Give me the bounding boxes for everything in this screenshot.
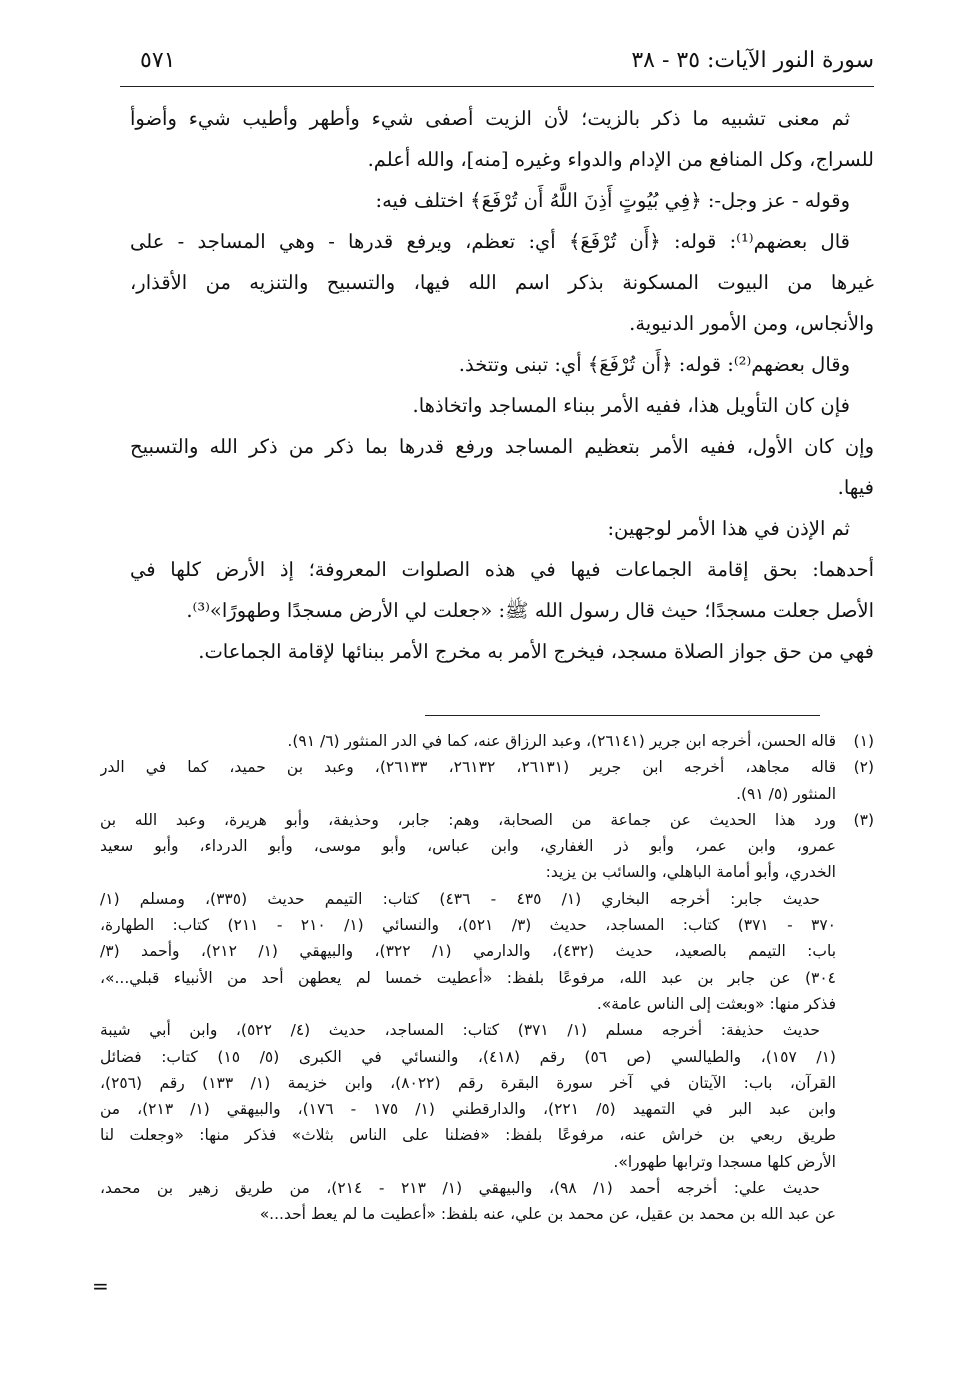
text-line: وقوله - عز وجل-: ﴿فِي بُيُوتٍ أَذِنَ اللَّهُ أَن تُرْفَعَ﴾ اختلف فيه: [375,189,850,212]
text-line: أحدهما: بحق إقامة الجماعات فيها في هذه الصلوات المعروفة؛ إذ الأرض كلها في [130,558,874,581]
page-number: ٥٧١ [140,48,176,73]
text-line: للسراج، وكل المنافع من الإدام والدواء وغيره [منه]، والله أعلم. [367,148,874,171]
running-title: سورة النور الآيات: ٣٥ - ٣٨ [631,48,874,73]
footnote-line: حديث جابر: أخرجه البخاري (١/ ٤٣٥ - ٤٣٦) كتاب: التيمم حديث (٣٣٥)، ومسلم (١/ [100,889,821,908]
footnote-text: قاله مجاهد، أخرجه ابن جرير (٢٦١٣١، ٢٦١٣٢، ٢٦١٣٣)، وعبد بن حميد، كما في الدر [100,758,837,777]
footnote-line: الخدري، وأبو أمامة الباهلي، والسائب بن يزيد: [545,863,836,882]
footnote-line: عن عبد الله بن محمد بن عقيل، عن محمد بن علي، عنه بلفظ: «أعطيت ما لم يعط أحد...» [259,1205,836,1224]
text-line: غيرها من البيوت المسكونة بذكر اسم الله فيها، والتسبيح والتنزيه من الأقذار، [130,271,874,294]
footnote-text: قاله الحسن، أخرجه ابن جرير (٢٦١٤١)، وعبد الرزاق عنه، كما في الدر المنثور (٦/ ٩١). [287,732,836,750]
footnote-line: باب: التيمم بالصعيد، حديث (٤٣٢)، والدارمي (١/ ٣٢٢)، والبيهقي (١/ ٢١٢)، وأحمد (٣/ [100,942,837,961]
footnote-3 [100,807,874,833]
footnote-line: ٣٠٤) عن جابر بن عبد الله، مرفوعًا بلفظ: «أعطيت خمسا لم يعطهن أحد من الأنبياء قبلي...»، [100,968,836,987]
footnote-text: ورد هذا الحديث عن جماعة من الصحابة، وهم: جابر، وحذيفة، وأبو هريرة، وعبد الله بن [100,810,836,829]
footnote-line: حديث حذيفة: أخرجه مسلم (١/ ٣٧١) كتاب: المساجد، حديث (٤/ ٥٢٢)، وابن أبي شيبة [100,1021,820,1040]
continuation-mark: = [92,1274,109,1298]
footnote-2 [100,754,874,780]
text-line: قال بعضهم⁽¹⁾: قوله: ﴿أَن تُرْفَعَ﴾ أي: تعظم، ويرفع قدرها - وهي المساجد - على [130,230,850,253]
text-line: الأصل جعلت مسجدًا؛ حيث قال رسول الله ﷺ: «جعلت لي الأرض مسجدًا وطهورًا»⁽³⁾. [186,599,874,622]
footnote-line: عمرو، وابن عمر، وأبو ذر الغفاري، وابن عباس، وأبو موسى، وأبو الدرداء، وأبو سعيد [100,837,836,856]
text-line: ثم الإذن في هذا الأمر لوجهين: [607,517,850,540]
footnote-line: حديث علي: أخرجه أحمد (١/ ٩٨)، والبيهقي (١/ ٢١٣ - ٢١٤)، من طريق زهير بن محمد، [100,1179,821,1198]
footnote-rule [425,715,820,716]
footnote-number: (٣) [853,810,874,829]
footnote-line: طريق ربعي بن خراش عنه، مرفوعًا بلفظ: «فضلنا على الناس بثلاث» فذكر منها: «وجعلت لنا [100,1126,836,1145]
text-line: فيها. [837,476,874,499]
footnote-number: (٢) [853,758,874,777]
footnote-1 [100,728,874,754]
text-line: وقال بعضهم⁽²⁾: قوله: ﴿أَن تُرْفَعَ﴾ أي: تبنى وتتخذ. [458,353,850,376]
text-line: والأنجاس، ومن الأمور الدنيوية. [629,312,874,335]
footnote-line: وابن عبد البر في التمهيد (٥/ ٢٢١)، والدارقطني (١/ ١٧٥ - ١٧٦)، والبيهقي (١/ ٢١٣)، من [100,1100,836,1119]
text-line: وإن كان الأول، ففيه الأمر بتعظيم المساجد ورفع قدرها بما ذكر من ذكر الله والتسبيح [130,435,874,458]
main-text [130,98,874,672]
footnote-line: ٣٧٠ - ٣٧١) كتاب: المساجد، حديث (٣/ ٥٢١)، والنسائي (١/ ٢١٠ - ٢١١) كتاب: الطهارة، [100,916,837,935]
footnote-line: المنثور (٥/ ٩١). [736,784,836,803]
footnote-number: (١) [853,732,874,750]
footnote-line: (١/ ١٥٧)، والطيالسي (ص ٥٦) رقم (٤١٨)، والنسائي في الكبرى (٥/ ١٥) كتاب: فضائل [100,1047,836,1066]
text-line: فهي من حق جواز الصلاة مسجد، فيخرج الأمر به مخرج الأمر ببنائها لإقامة الجماعات. [198,640,874,663]
footnote-line: فذكر منها: «وبعثت إلى الناس عامة». [596,994,836,1013]
header-rule [120,86,874,87]
footnote-line: القرآن، باب: الآيتان في آخر سورة البقرة رقم (٨٠٢٢)، وابن خزيمة (١/ ١٣٣) رقم (٢٥٦)، [100,1073,836,1092]
page-header [120,38,874,90]
footnote-line: الأرض كلها مسجدا وترابها طهورا». [613,1152,836,1171]
footnotes [100,728,874,1228]
text-line: ثم معنى تشبيه ما ذكر بالزيت؛ لأن الزيت أصفى شيء وأطهر وأطيب شيء وأضوأ [130,107,850,130]
text-line: فإن كان التأويل هذا، ففيه الأمر ببناء المساجد واتخاذها. [412,394,850,417]
